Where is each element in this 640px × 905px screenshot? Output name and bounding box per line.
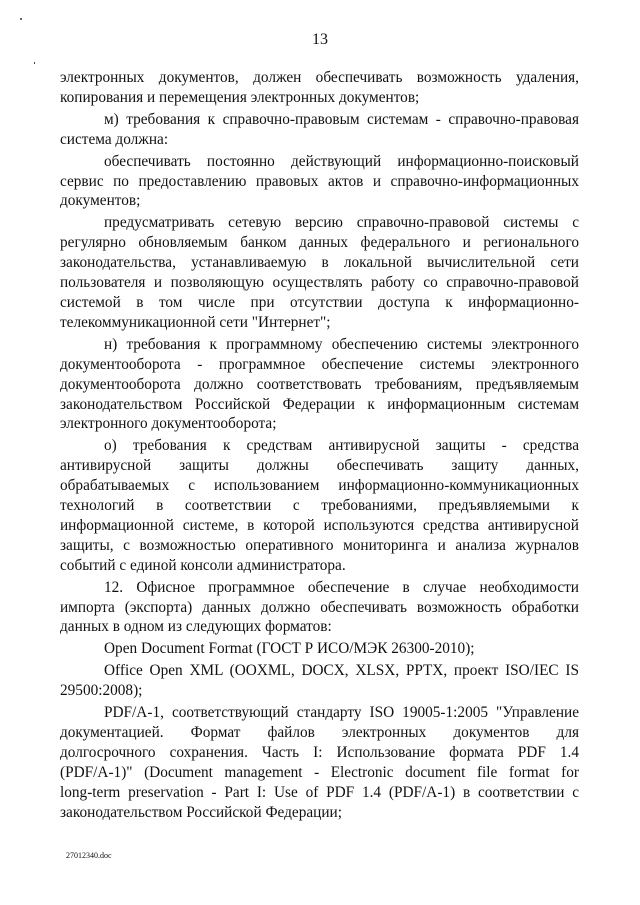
text-line: документооборота - программное обеспечение системы электронного bbox=[60, 355, 579, 373]
paragraph bbox=[60, 110, 579, 150]
text-line: Office Open XML (OOXML, DOCX, XLSX, PPTX, проект ISO/IEC IS bbox=[104, 662, 579, 680]
scan-speck bbox=[20, 18, 22, 20]
text-line: сервис по предоставлению правовых актов и справочно-информационных bbox=[60, 172, 579, 190]
text-line: 29500:2008); bbox=[60, 682, 143, 700]
text-line: регулярно обновляемым банком данных федерального и регионального bbox=[60, 234, 579, 252]
text-line: законодательством Российской Федерации; bbox=[60, 803, 342, 821]
text-line: н) требования к программному обеспечению системы электронного bbox=[104, 335, 579, 353]
text-line: электронного документооборота; bbox=[60, 415, 277, 433]
paragraph bbox=[60, 436, 579, 575]
text-line: о) требования к средствам антивирусной защиты - средства bbox=[104, 437, 579, 455]
text-line: документов; bbox=[60, 192, 141, 210]
text-line: телекоммуникационной сети "Интернет"; bbox=[60, 313, 331, 331]
text-line: антивирусной защиты должны обеспечивать защиту данных, bbox=[60, 457, 579, 475]
text-line: законодательства, устанавливаемую в локальной вычислительной сети bbox=[60, 254, 579, 272]
paragraph bbox=[60, 578, 579, 638]
text-line: технологий в соответствии с требованиями, предъявляемыми к bbox=[60, 497, 579, 515]
text-line: long-term preservation - Part I: Use of PDF 1.4 (PDF/A-1) в соответствии с bbox=[60, 783, 579, 801]
paragraph bbox=[60, 335, 579, 435]
text-line: данных в одном из следующих форматов: bbox=[60, 618, 332, 636]
paragraph bbox=[60, 639, 579, 659]
document-body bbox=[60, 68, 579, 825]
text-line: предусматривать сетевую версию справочно-правовой системы с bbox=[104, 214, 579, 232]
text-line: обеспечивать постоянно действующий информационно-поисковый bbox=[104, 152, 579, 170]
text-line: PDF/A-1, соответствующий стандарту ISO 19005-1:2005 "Управление bbox=[104, 704, 579, 722]
paragraph bbox=[60, 213, 579, 332]
text-line: долгосрочного сохранения. Часть I: Использование формата PDF 1.4 bbox=[60, 743, 579, 761]
scan-speck bbox=[34, 62, 35, 64]
text-line: защиты, с возможностью оперативного мониторинга и анализа журналов bbox=[60, 536, 579, 554]
paragraph bbox=[60, 703, 579, 822]
text-line: копирования и перемещения электронных документов; bbox=[60, 88, 420, 106]
text-line: документацией. Формат файлов электронных документов для bbox=[60, 724, 579, 741]
text-line: импорта (экспорта) данных должно обеспечивать возможность обработки bbox=[60, 598, 579, 616]
text-line: документооборота должно соответствовать требованиям, предъявляемым bbox=[60, 375, 579, 393]
paragraph bbox=[60, 661, 579, 701]
text-line: информационной системе, в которой используются средства антивирусной bbox=[60, 516, 579, 534]
text-line: 12. Офисное программное обеспечение в случае необходимости bbox=[104, 578, 579, 596]
footer-filename: 27012340.doc bbox=[66, 851, 112, 860]
text-line: пользователя и позволяющую осуществлять работу со справочно-правовой bbox=[60, 274, 579, 292]
text-line: системой в том числе при отсутствии доступа к информационно- bbox=[60, 293, 579, 311]
paragraph bbox=[60, 152, 579, 212]
text-line: обрабатываемых с использованием информационно-коммуникационных bbox=[60, 477, 579, 495]
page-number: 13 bbox=[312, 31, 328, 48]
paragraph bbox=[60, 68, 579, 108]
text-line: система должна: bbox=[60, 130, 169, 148]
text-line: электронных документов, должен обеспечивать возможность удаления, bbox=[60, 69, 579, 86]
text-line: событий с единой консоли администратора. bbox=[60, 556, 346, 574]
text-line: законодательством Российской Федерации к информационным системам bbox=[60, 395, 579, 413]
text-line: Open Document Format (ГОСТ Р ИСО/МЭК 26300-2010); bbox=[104, 640, 475, 658]
text-line: (PDF/A-1)" (Document management - Electronic document file format for bbox=[60, 763, 579, 781]
text-line: м) требования к справочно-правовым системам - справочно-правовая bbox=[104, 110, 579, 128]
